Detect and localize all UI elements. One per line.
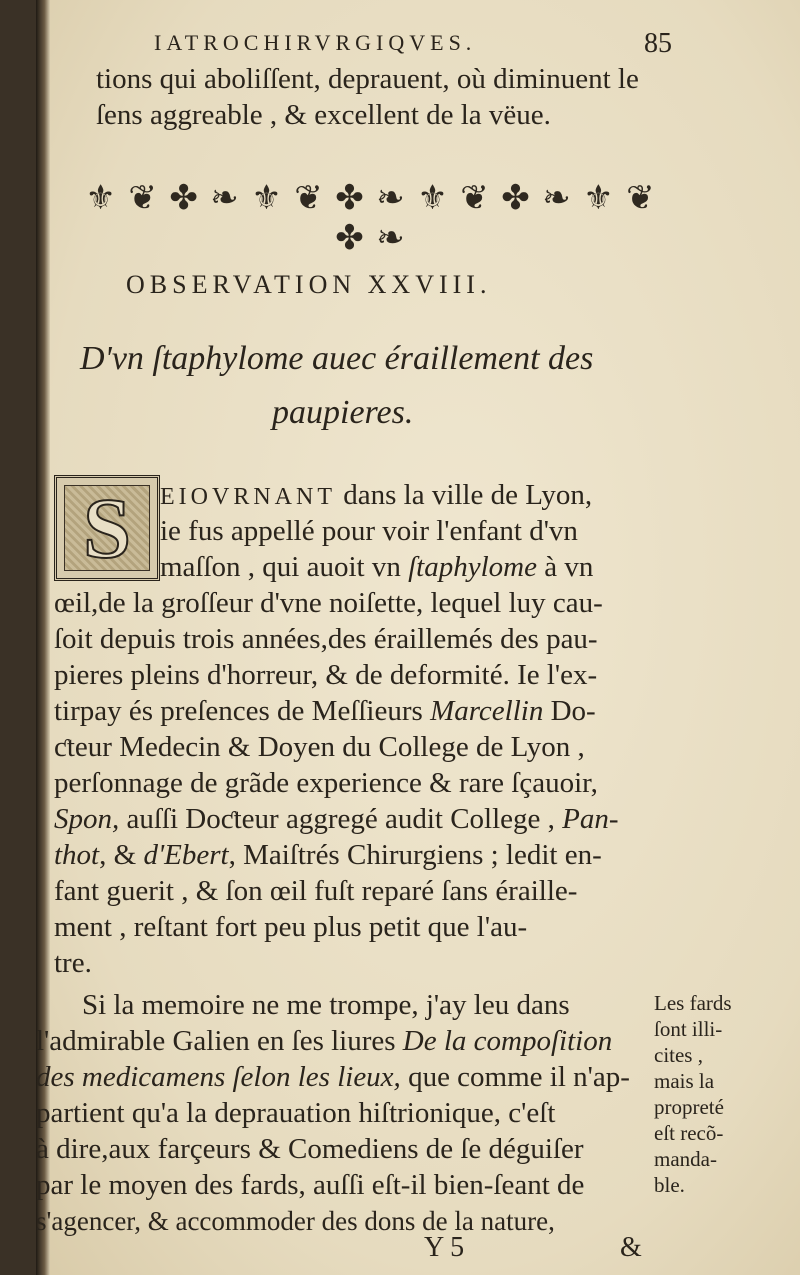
body-line — [36, 1024, 612, 1058]
decorated-initial-frame — [64, 480, 150, 576]
body-line: pieres pleins d'horreur, & de deformité. Ie l'ex- — [54, 659, 598, 691]
body-line: à dire,aux farçeurs & Comediens de ſe déguiſer — [36, 1133, 584, 1165]
margin-note-line: eſt recõ- — [654, 1121, 724, 1145]
signature-mark: Y 5 — [424, 1232, 465, 1263]
body-line — [54, 838, 602, 872]
body-text: tirpay és preſences de Meſſieurs — [54, 695, 423, 727]
body-line: Si la memoire ne me trompe, j'ay leu dans — [82, 989, 570, 1021]
body-line — [160, 550, 593, 584]
running-title: IATROCHIRVRGIQVES. — [154, 30, 477, 55]
observation-number: XXVIII. — [367, 270, 492, 299]
body-text: que comme il n'ap- — [408, 1061, 630, 1093]
intro-line: tions qui aboliſſent, deprauent, où diminuent le — [96, 63, 639, 95]
body-line: par le moyen des fards, auſſi eſt-il bien-ſeant de — [36, 1169, 585, 1201]
body-line: perſonnage de grãde experience & rare ſçauoir, — [54, 767, 598, 799]
book-page — [36, 0, 800, 1275]
observation-subtitle-line1: D'vn ſtaphylome auec éraillement des — [80, 340, 594, 377]
margin-note-line: mais la — [654, 1069, 715, 1093]
opening-capitals: EIOVRNANT — [160, 484, 336, 510]
body-text: Do- — [550, 695, 596, 727]
margin-note-line: ſont illi- — [654, 1017, 723, 1041]
body-line — [36, 1060, 630, 1094]
body-line: œil,de la groſſeur d'vne noiſette, lequel luy cau- — [54, 587, 603, 619]
body-line: fant guerit , & ſon œil fuſt reparé ſans éraille- — [54, 875, 578, 907]
body-text: maſſon , qui auoit vn — [160, 551, 401, 583]
body-italic: Pan- — [562, 803, 619, 835]
body-italic: Marcellin — [430, 695, 544, 727]
body-text: , & — [99, 839, 137, 871]
body-italic: thot — [54, 839, 100, 871]
body-text: auſſi Doƈteur aggregé audit College , — [126, 803, 555, 835]
observation-label: OBSERVATION — [126, 270, 357, 299]
body-text: l'admirable Galien en ſes liures — [36, 1025, 396, 1057]
page-number: 85 — [644, 28, 672, 59]
observation-heading — [126, 270, 706, 300]
catchword: & — [620, 1232, 642, 1263]
body-italic: d'Ebert — [143, 839, 229, 871]
body-line — [54, 802, 619, 836]
margin-note-line: cites , — [654, 1043, 703, 1067]
margin-note-line: Les fards — [654, 991, 732, 1015]
body-line: ment , reſtant fort peu plus petit que l'au- — [54, 911, 528, 943]
observation-subtitle-line2: paupieres. — [272, 394, 414, 431]
body-line: s'agencer, & accommoder des dons de la nature, — [36, 1206, 555, 1236]
body-text: à vn — [544, 551, 594, 583]
body-italic: ſtaphylome — [408, 551, 537, 583]
body-line: tre. — [54, 947, 92, 979]
decorated-initial-letter: S — [83, 480, 131, 576]
intro-line: ſens aggreable , & excellent de la vëue. — [96, 99, 551, 131]
body-line: ſoit depuis trois années,des éraillemés des pau- — [54, 623, 598, 655]
margin-note-line: propreté — [654, 1095, 724, 1119]
margin-note-line: manda- — [654, 1147, 717, 1171]
body-italic: des medicamens ſelon les lieux, — [36, 1061, 401, 1093]
margin-note-line: ble. — [654, 1173, 685, 1197]
body-line — [160, 478, 592, 514]
body-text: , Maiſtrés Chirurgiens ; ledit en- — [228, 839, 602, 871]
body-line: partient qu'a la deprauation hiſtrionique, c'eſt — [36, 1097, 556, 1129]
ornamental-band: ⚜ ❦ ✤ ❧ ⚜ ❦ ✤ ❧ ⚜ ❦ ✤ ❧ ⚜ ❦ ✤ ❧ — [85, 180, 657, 257]
body-line: ƈteur Medecin & Doyen du College de Lyon , — [54, 731, 585, 763]
body-line — [54, 694, 596, 728]
body-text: dans la ville de Lyon, — [343, 479, 593, 511]
body-italic: De la compoſition — [402, 1025, 613, 1057]
body-line: ie fus appellé pour voir l'enfant d'vn — [160, 515, 578, 547]
decorated-initial — [54, 475, 160, 581]
body-italic: Spon, — [54, 803, 120, 835]
